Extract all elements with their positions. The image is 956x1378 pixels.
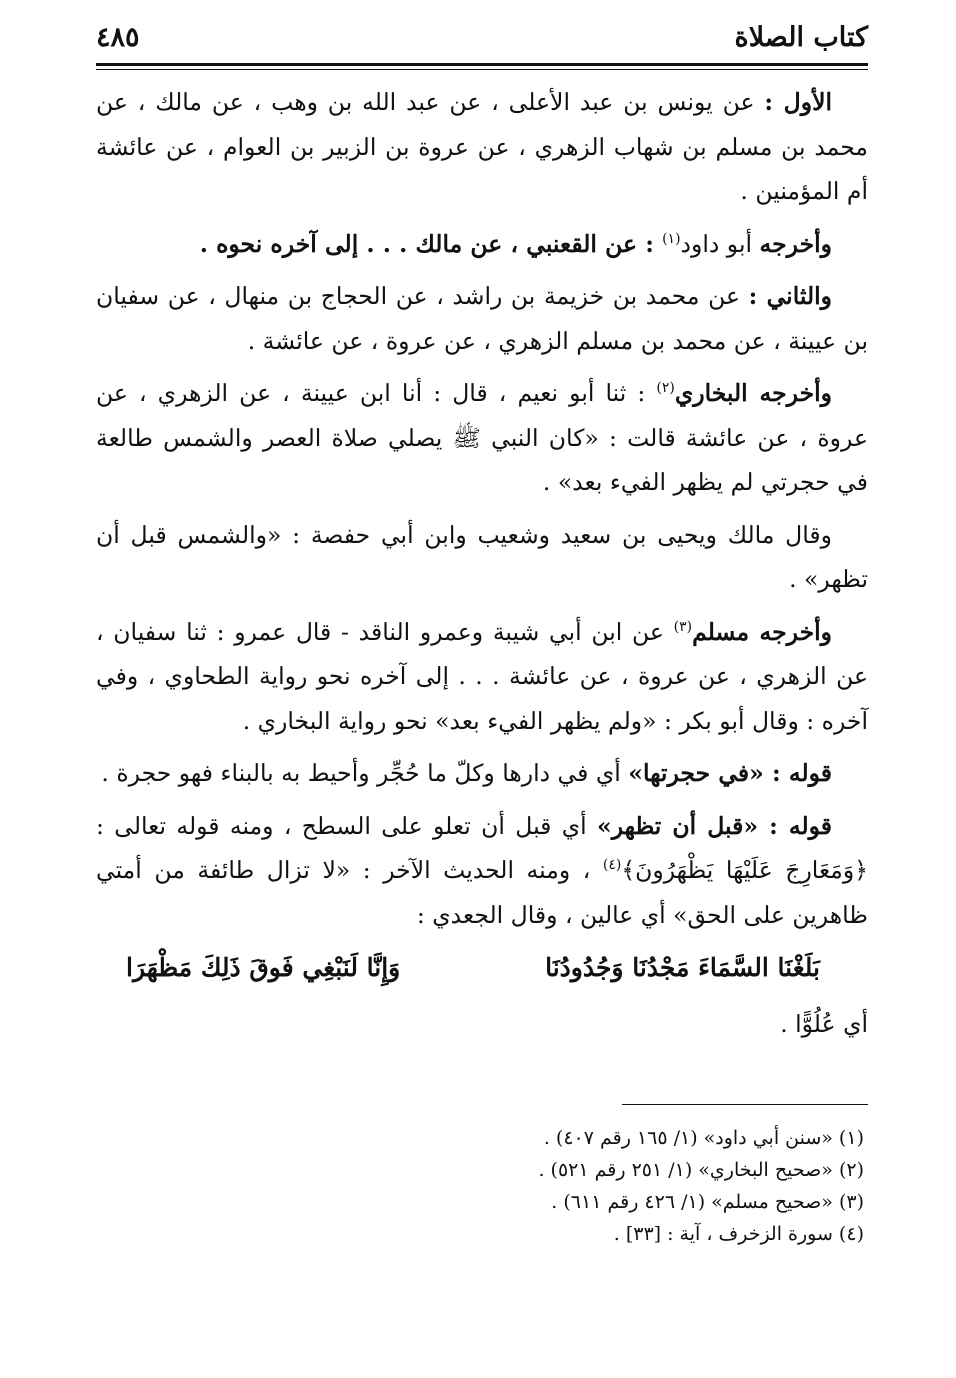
- page-header: [96, 16, 868, 60]
- paragraph-text: عن ابن أبي شيبة وعمرو الناقد - قال عمرو : ثنا سفيان ، عن الزهري ، عن عروة ، عن عائشة . . . إلى آخره نحو رواية الطحاوي ، وفي آخره : وقال أبو بكر : «ولم يظهر الفيء بعد» نحو رواية البخاري .: [96, 617, 868, 735]
- paragraph-text: عن محمد بن خزيمة بن راشد ، عن الحجاج بن منهال ، عن سفيان بن عيينة ، عن محمد بن مسلم الزهري ، عن عروة ، عن عائشة .: [96, 282, 868, 355]
- footnote-1: (١) «سنن أبي داود» (١/ ١٦٥ رقم ٤٠٧) .: [543, 1127, 864, 1149]
- paragraph-tazhar: [96, 804, 868, 938]
- poetry-verse: [96, 945, 868, 991]
- paragraph-text-continued: ، ومنه الحديث الآخر : «لا تزال طائفة من أمتي ظاهرين على الحق» أي عالين ، وقال الجعدي :: [96, 856, 868, 929]
- chapter-title: كتاب الصلاة: [734, 22, 868, 53]
- paragraph-malik: [96, 513, 868, 602]
- paragraph-lead: والثاني :: [748, 282, 832, 310]
- page-number: ٤٨٥: [96, 22, 140, 53]
- footnote-ref[interactable]: (١): [662, 230, 681, 247]
- footnote-2: (٢) «صحيح البخاري» (١/ ٢٥١ رقم ٥٢١) .: [538, 1159, 864, 1181]
- paragraph-text: وقال مالك ويحيى بن سعيد وشعيب وابن أبي حفصة : «والشمس قبل أن تظهر» .: [96, 520, 868, 593]
- paragraph-lead-name: أبو داود: [680, 229, 760, 258]
- paragraph-abu-dawud: [96, 222, 868, 267]
- paragraph-lead: قوله : «في حجرتها»: [628, 759, 832, 787]
- paragraph-text: أي في دارها وكلّ ما حُجِّر وأحيط به بالبناء فهو حجرة .: [101, 759, 629, 787]
- footnote-divider: [622, 1104, 868, 1105]
- paragraph-text: أي قبل أن تعلو على السطح ، ومنه قوله تعالى : ﴿وَمَعَارِجَ عَلَيْهَا يَظْهَرُونَ﴾: [96, 811, 868, 884]
- paragraph-text: : عن القعنبي ، عن مالك . . . إلى آخره نحوه .: [199, 229, 663, 258]
- paragraph-lead: الأول :: [764, 88, 832, 116]
- paragraph-bukhari: [96, 371, 868, 505]
- paragraph-lead: وأخرجه: [759, 229, 832, 258]
- footnote-3: (٣) «صحيح مسلم» (١/ ٤٢٦ رقم ٦١١) .: [551, 1191, 864, 1213]
- main-text: [96, 80, 868, 1047]
- book-page: [96, 0, 868, 1378]
- paragraph-muslim: [96, 610, 868, 744]
- paragraph-lead: وأخرجه مسلم: [692, 617, 832, 646]
- footnote-ref[interactable]: (٢): [656, 380, 675, 397]
- footnotes: [96, 1122, 868, 1250]
- header-rule-thin: [96, 69, 868, 70]
- paragraph-text: : ثنا أبو نعيم ، قال : أنا ابن عيينة ، عن الزهري ، عن عروة ، عن عائشة قالت : «كان النبي ﷺ يصلي صلاة العصر والشمس طالعة في حجرتي لم يظهر الفيء بعد» .: [96, 379, 868, 496]
- paragraph-first-chain: [96, 80, 868, 214]
- paragraph-lead: وأخرجه البخاري: [674, 379, 833, 407]
- header-rule-thick: [96, 63, 868, 66]
- verse-first-hemistich: بَلَغْنَا السَّمَاءَ مَجْدُنَا وَجُدُودُنَا: [545, 953, 820, 982]
- paragraph-hujratiha: [96, 751, 868, 796]
- paragraph-text: عن يونس بن عبد الأعلى ، عن عبد الله بن وهب ، عن مالك ، عن محمد بن مسلم بن شهاب الزهري ، عن عروة بن الزبير بن العوام ، عن عائشة أم المؤمنين .: [96, 88, 868, 205]
- footnote-ref[interactable]: (٣): [673, 618, 693, 635]
- paragraph-after-verse: أي عُلُوًّا .: [780, 1010, 868, 1038]
- paragraph-second-chain: [96, 274, 868, 363]
- paragraph-lead: قوله : «قبل أن تظهر»: [597, 811, 832, 840]
- verse-second-hemistich: وَإِنَّا لَنَبْغِي فَوقَ ذَلِكَ مَظْهَرَا: [126, 953, 401, 982]
- footnote-4: (٤) سورة الزخرف ، آية : [٣٣] .: [613, 1223, 864, 1245]
- footnote-ref[interactable]: (٤): [602, 857, 622, 874]
